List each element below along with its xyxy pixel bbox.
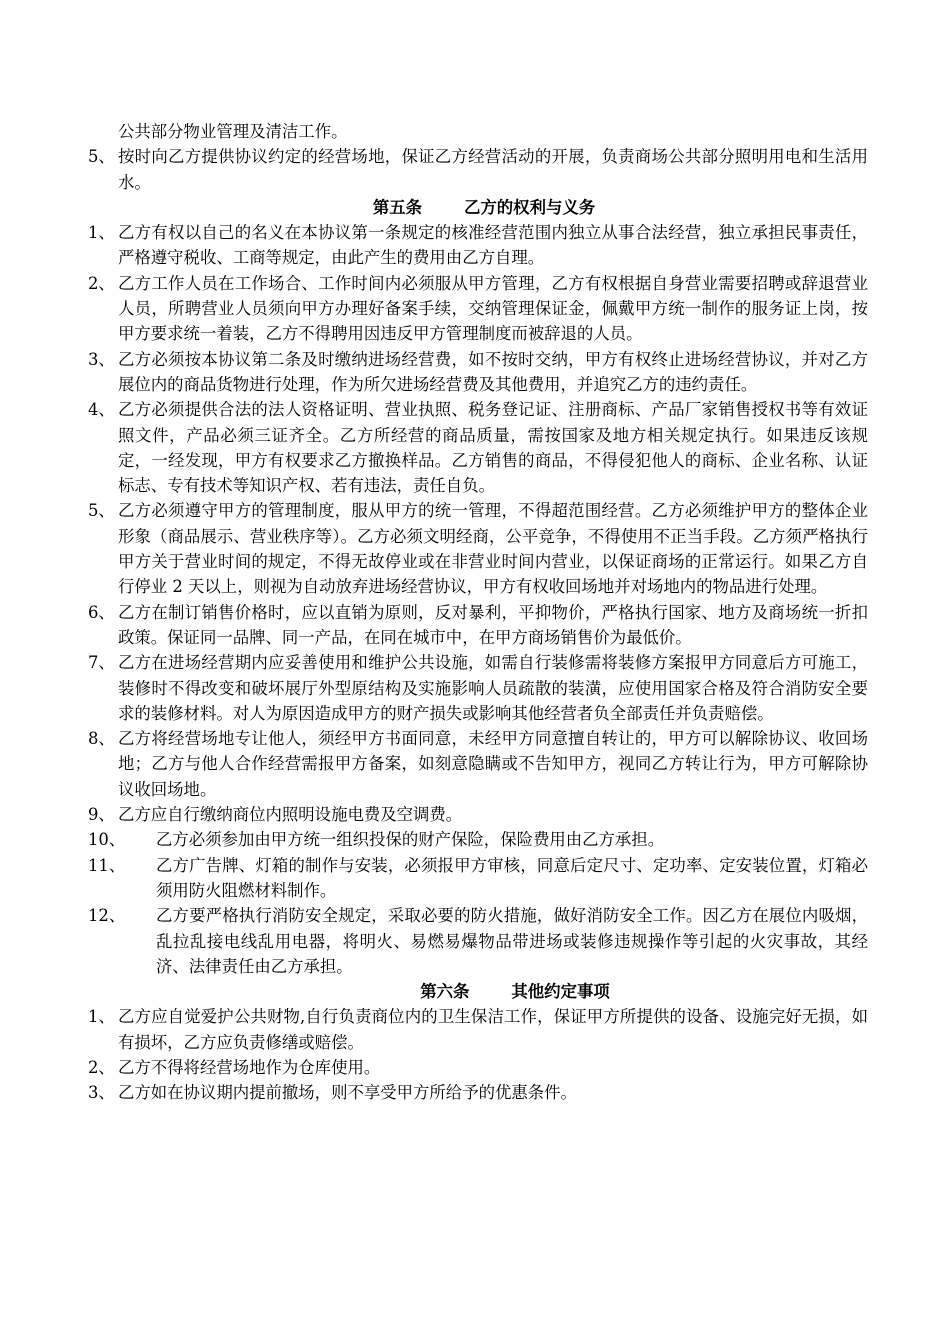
item-text: 乙方广告牌、灯箱的制作与安装，必须报甲方审核，同意后定尺寸、定功率、定安装位置，灯箱必须用防火阻燃材料制作。 — [156, 855, 868, 900]
list-item — [88, 600, 868, 651]
item-text: 乙方如在协议期内提前撤场，则不享受甲方所给予的优惠条件。 — [118, 1083, 577, 1103]
item-number: 2、 — [88, 273, 115, 293]
section-heading-6 — [88, 979, 868, 1004]
list-item — [88, 397, 868, 498]
list-item — [88, 144, 868, 195]
list-item — [88, 903, 868, 979]
section-title: 乙方的权利与义务 — [464, 197, 596, 217]
item-text: 乙方在制订销售价格时，应以直销为原则，反对暴利，平抑物价，严格执行国家、地方及商场统一折扣政策。保证同一品牌、同一产品，在同在城市中，在甲方商场销售价为最低价。 — [118, 602, 868, 647]
item-number: 8、 — [88, 729, 115, 749]
list-item — [88, 650, 868, 726]
list-item — [88, 498, 868, 599]
list-item — [88, 726, 868, 802]
section-article: 第六条 — [420, 982, 470, 1002]
item-number: 5、 — [88, 147, 115, 167]
item-text: 乙方应自行缴纳商位内照明设施电费及空调费。 — [118, 805, 463, 825]
item-text: 乙方在进场经营期内应妥善使用和维护公共设施，如需自行装修需将装修方案报甲方同意后方可施工，装修时不得改变和破坏展厅外型原结构及实施影响人员疏散的装潢，应使用国家合格及符合消防安全要求的装修材料。对人为原因造成甲方的财产损失或影响其他经营者负全部责任并负责赔偿。 — [118, 653, 868, 723]
list-item — [88, 220, 868, 271]
item-text: 乙方必须提供合法的法人资格证明、营业执照、税务登记证、注册商标、产品厂家销售授权书等有效证照文件，产品必须三证齐全。乙方所经营的商品质量，需按国家及地方相关规定执行。如果违反该规定，一经发现，甲方有权要求乙方撤换样品。乙方销售的商品，不得侵犯他人的商标、企业名称、认证标志、专有技术等知识产权、若有违法，责任自负。 — [118, 400, 868, 496]
item-text: 乙方必须参加由甲方统一组织投保的财产保险，保险费用由乙方承担。 — [156, 830, 665, 850]
continuation-text: 公共部分物业管理及清洁工作。 — [118, 122, 348, 141]
item-number: 4、 — [88, 400, 115, 420]
item-text: 乙方有权以自己的名义在本协议第一条规定的核准经营范围内独立从事合法经营，独立承担民事责任，严格遵守税收、工商等规定，由此产生的费用由乙方自理。 — [118, 223, 868, 268]
list-item — [88, 827, 868, 852]
item-number: 3、 — [88, 349, 115, 369]
document-body — [88, 119, 868, 1106]
item-number: 11、 — [88, 855, 126, 875]
item-number: 10、 — [88, 830, 126, 850]
list-item — [88, 271, 868, 347]
item-number: 2、 — [88, 1057, 115, 1077]
item-number: 9、 — [88, 805, 115, 825]
item-text: 乙方将经营场地专让他人，须经甲方书面同意，未经甲方同意擅自转让的，甲方可以解除协议、收回场地；乙方与他人合作经营需报甲方备案，如刻意隐瞒或不告知甲方，视同乙方转让行为，甲方可解除协议收回场地。 — [118, 729, 868, 799]
list-item — [88, 853, 868, 904]
item-text: 乙方要严格执行消防安全规定，采取必要的防火措施，做好消防安全工作。因乙方在展位内吸烟，乱拉乱接电线乱用电器，将明火、易燃易爆物品带进场或装修违规操作等引起的火灾事故，其经济、法律责任由乙方承担。 — [156, 906, 868, 976]
item-number: 3、 — [88, 1083, 115, 1103]
section-title: 其他约定事项 — [511, 982, 610, 1002]
section-article: 第五条 — [372, 197, 423, 217]
list-item — [88, 1055, 868, 1080]
item-text: 乙方不得将经营场地作为仓库使用。 — [118, 1057, 381, 1077]
item-text: 乙方必须按本协议第二条及时缴纳进场经营费，如不按时交纳，甲方有权终止进场经营协议，并对乙方展位内的商品货物进行处理，作为所欠进场经营费及其他费用，并追究乙方的违约责任。 — [118, 349, 868, 394]
item-number: 1、 — [88, 1007, 115, 1027]
item-text: 按时向乙方提供协议约定的经营场地，保证乙方经营活动的开展，负责商场公共部分照明用电和生活用水。 — [118, 147, 868, 192]
section-heading-5 — [88, 195, 868, 220]
item-number: 5、 — [88, 501, 115, 521]
item-text: 乙方工作人员在工作场合、工作时间内必须服从甲方管理，乙方有权根据自身营业需要招聘或辞退营业人员，所聘营业人员须向甲方办理好备案手续，交纳管理保证金，佩戴甲方统一制作的服务证上岗，按甲方要求统一着装，乙方不得聘用因违反甲方管理制度而被辞退的人员。 — [118, 273, 868, 344]
item-number: 6、 — [88, 602, 115, 622]
item-number: 1、 — [88, 223, 115, 243]
list-item — [88, 802, 868, 827]
list-item — [88, 1080, 868, 1105]
item-text: 乙方应自觉爱护公共财物,自行负责商位内的卫生保洁工作，保证甲方所提供的设备、设施完好无损，如有损坏，乙方应负责修缮或赔偿。 — [118, 1007, 868, 1052]
list-item — [88, 1004, 868, 1055]
item-number: 7、 — [88, 653, 115, 673]
item-text: 乙方必须遵守甲方的管理制度，服从甲方的统一管理，不得超范围经营。乙方必须维护甲方的整体企业形象（商品展示、营业秩序等）。乙方必须文明经商，公平竞争，不得使用不正当手段。乙方须严格执行甲方关于营业时间的规定，不得无故停业或在非营业时间内营业，以保证商场的正常运行。如果乙方自行停业 2 天以上，则视为自动放弃进场经营协议，甲方有权收回场地并对场地内的物品进行处理。 — [118, 501, 868, 597]
item-number: 12、 — [88, 906, 126, 926]
list-item — [88, 347, 868, 398]
